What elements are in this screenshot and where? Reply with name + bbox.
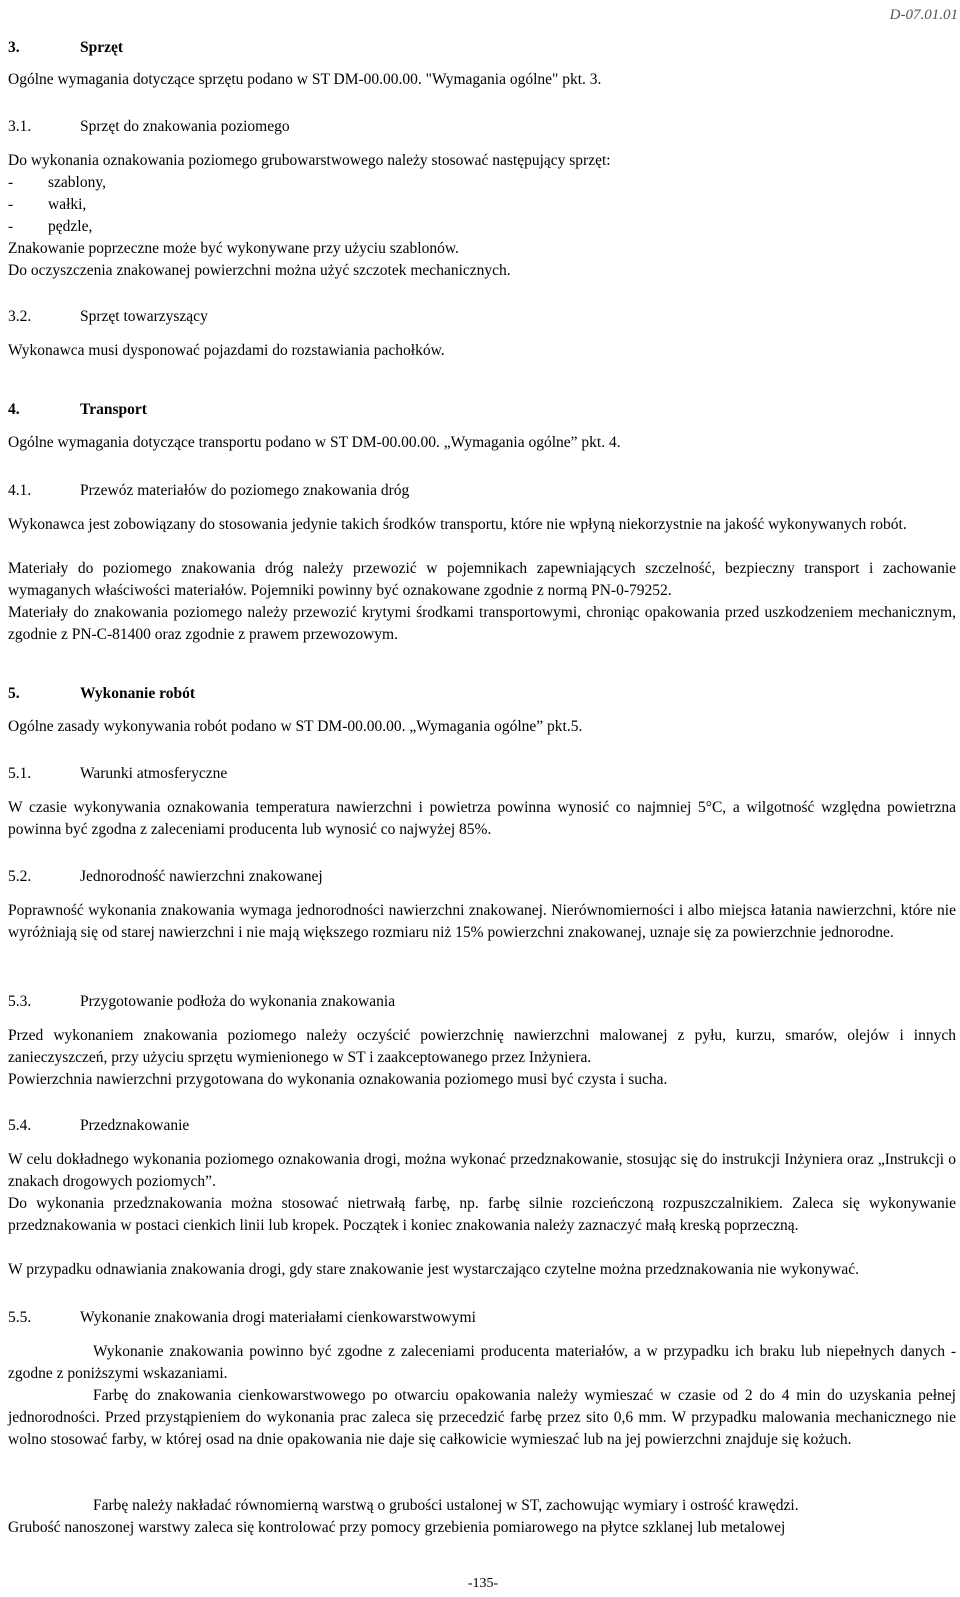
section-5-5-paragraph: Farbę należy nakładać równomierną warstwą o grubości ustalonej w ST, zachowując wymiary i ostrość krawędzi.: [93, 1497, 799, 1514]
section-3-1-intro: Do wykonania oznakowania poziomego grubowarstwowego należy stosować następujący sprzęt:: [8, 152, 611, 169]
section-4-intro: Ogólne wymagania dotyczące transportu podano w ST DM-00.00.00. „Wymagania ogólne” pkt. 4.: [8, 434, 621, 451]
section-5-1-heading: 5.1. Warunki atmosferyczne: [8, 765, 228, 782]
section-3-2-heading: 3.2. Sprzęt towarzyszący: [8, 308, 208, 325]
section-3-intro: Ogólne wymagania dotyczące sprzętu podano w ST DM-00.00.00. "Wymagania ogólne" pkt. 3.: [8, 71, 602, 88]
section-3-1-line-2: Do oczyszczenia znakowanej powierzchni można użyć szczotek mechanicznych.: [8, 262, 511, 279]
list-item: - pędzle,: [8, 218, 93, 235]
section-5-4-heading: 5.4. Przedznakowanie: [8, 1117, 190, 1134]
document-code: D-07.01.01: [889, 7, 958, 23]
list-item: - szablony,: [8, 174, 106, 191]
section-5-3-paragraph: Powierzchnia nawierzchni przygotowana do wykonania oznakowania poziomego musi być czysta i sucha.: [8, 1071, 668, 1088]
section-4-heading: 4. Transport: [8, 401, 147, 418]
section-3-1-heading: 3.1. Sprzęt do znakowania poziomego: [8, 118, 290, 135]
section-5-4-paragraph: Do wykonania przedznakowania można stosować nietrwałą farbę, np. farbę silnie rozcieńczoną rozpuszczalnikiem. Zaleca się wykonywanie przedznakowania w postaci cienkich linii lub kropek. Początek i koniec znakowania należy zaznaczyć małą kreską poprzeczną.: [8, 1195, 956, 1234]
section-5-heading: 5. Wykonanie robót: [8, 685, 195, 702]
section-5-1-paragraph: W czasie wykonywania oznakowania temperatura nawierzchni i powietrza powinna wynosić co najmniej 5°C, a wilgotność względna powietrzna powinna być zgodna z zaleceniami producenta lub wynosić co najwyżej 85%.: [8, 799, 956, 838]
section-4-1-paragraph: Materiały do znakowania poziomego należy przewozić krytymi środkami transportowymi, chroniąc opakowania przed uszkodzeniem mechanicznym, zgodnie z PN-C-81400 oraz zgodnie z prawem przewozowym.: [8, 604, 956, 643]
section-5-5-paragraph: Wykonanie znakowania powinno być zgodne z zaleceniami producenta materiałów, a w przypadku ich braku lub niepełnych danych - zgodne z poniższymi wskazaniami.: [8, 1343, 956, 1382]
section-3-heading: 3. Sprzęt: [8, 39, 124, 56]
section-5-3-paragraph: Przed wykonaniem znakowania poziomego należy oczyścić powierzchnię nawierzchni malowanej z pyłu, kurzu, smarów, olejów i innych zanieczyszczeń, przy użyciu sprzętu wymienionego w ST i zaakceptowanego przez Inżyniera.: [8, 1027, 956, 1066]
section-5-4-paragraph: W przypadku odnawiania znakowania drogi, gdy stare znakowanie jest wystarczająco czytelne można przedznakowania nie wykonywać.: [8, 1261, 860, 1278]
section-5-4-paragraph: W celu dokładnego wykonania poziomego oznakowania drogi, można wykonać przedznakowanie, stosując się do instrukcji Inżyniera oraz „Instrukcji o znakach drogowych poziomych”.: [8, 1151, 956, 1190]
list-item: - wałki,: [8, 196, 87, 213]
page-number: -135-: [467, 1576, 499, 1591]
document-page: [8, 0, 958, 1597]
section-4-1-heading: 4.1. Przewóz materiałów do poziomego znakowania dróg: [8, 482, 410, 499]
section-5-5-paragraph: Grubość nanoszonej warstwy zaleca się kontrolować przy pomocy grzebienia pomiarowego na płytce szklanej lub metalowej: [8, 1519, 786, 1536]
section-5-5-heading: 5.5. Wykonanie znakowania drogi materiałami cienkowarstwowymi: [8, 1309, 476, 1326]
section-4-1-paragraph: Wykonawca jest zobowiązany do stosowania jedynie takich środków transportu, które nie wpłyną niekorzystnie na jakość wykonywanych robót.: [8, 516, 907, 533]
section-5-5-paragraph: Farbę do znakowania cienkowarstwowego po otwarciu opakowania należy wymieszać w czasie od 2 do 4 min do uzyskania pełnej jednorodności. Przed przystąpieniem do wykonania prac zaleca się przecedzić farbę przez sito 0,6 mm. W przypadku malowania mechanicznego nie wolno stosować farby, w której osad na dnie opakowania nie daje się całkowicie wymieszać lub na jej powierzchni znajduje się kożuch.: [8, 1387, 956, 1448]
section-5-intro: Ogólne zasady wykonywania robót podano w ST DM-00.00.00. „Wymagania ogólne” pkt.5.: [8, 718, 583, 735]
section-3-2-text: Wykonawca musi dysponować pojazdami do rozstawiania pachołków.: [8, 342, 445, 359]
section-4-1-paragraph: Materiały do poziomego znakowania dróg należy przewozić w pojemnikach zapewniających szczelność, bezpieczny transport i zachowanie wymaganych właściwości materiałów. Pojemniki powinny być oznakowane zgodnie z normą PN-0-79252.: [8, 560, 956, 599]
section-5-3-heading: 5.3. Przygotowanie podłoża do wykonania znakowania: [8, 993, 396, 1010]
section-3-1-line-1: Znakowanie poprzeczne może być wykonywane przy użyciu szablonów.: [8, 240, 459, 257]
section-5-2-paragraph: Poprawność wykonania znakowania wymaga jednorodności nawierzchni znakowanej. Nierównomierności i albo miejsca łatania nawierzchni, które nie wyróżniają się od starej nawierzchni i nie mają większego rozmiaru niż 15% powierzchni znakowanej, uznaje się za powierzchnie jednorodne.: [8, 902, 956, 941]
section-5-2-heading: 5.2. Jednorodność nawierzchni znakowanej: [8, 868, 323, 885]
